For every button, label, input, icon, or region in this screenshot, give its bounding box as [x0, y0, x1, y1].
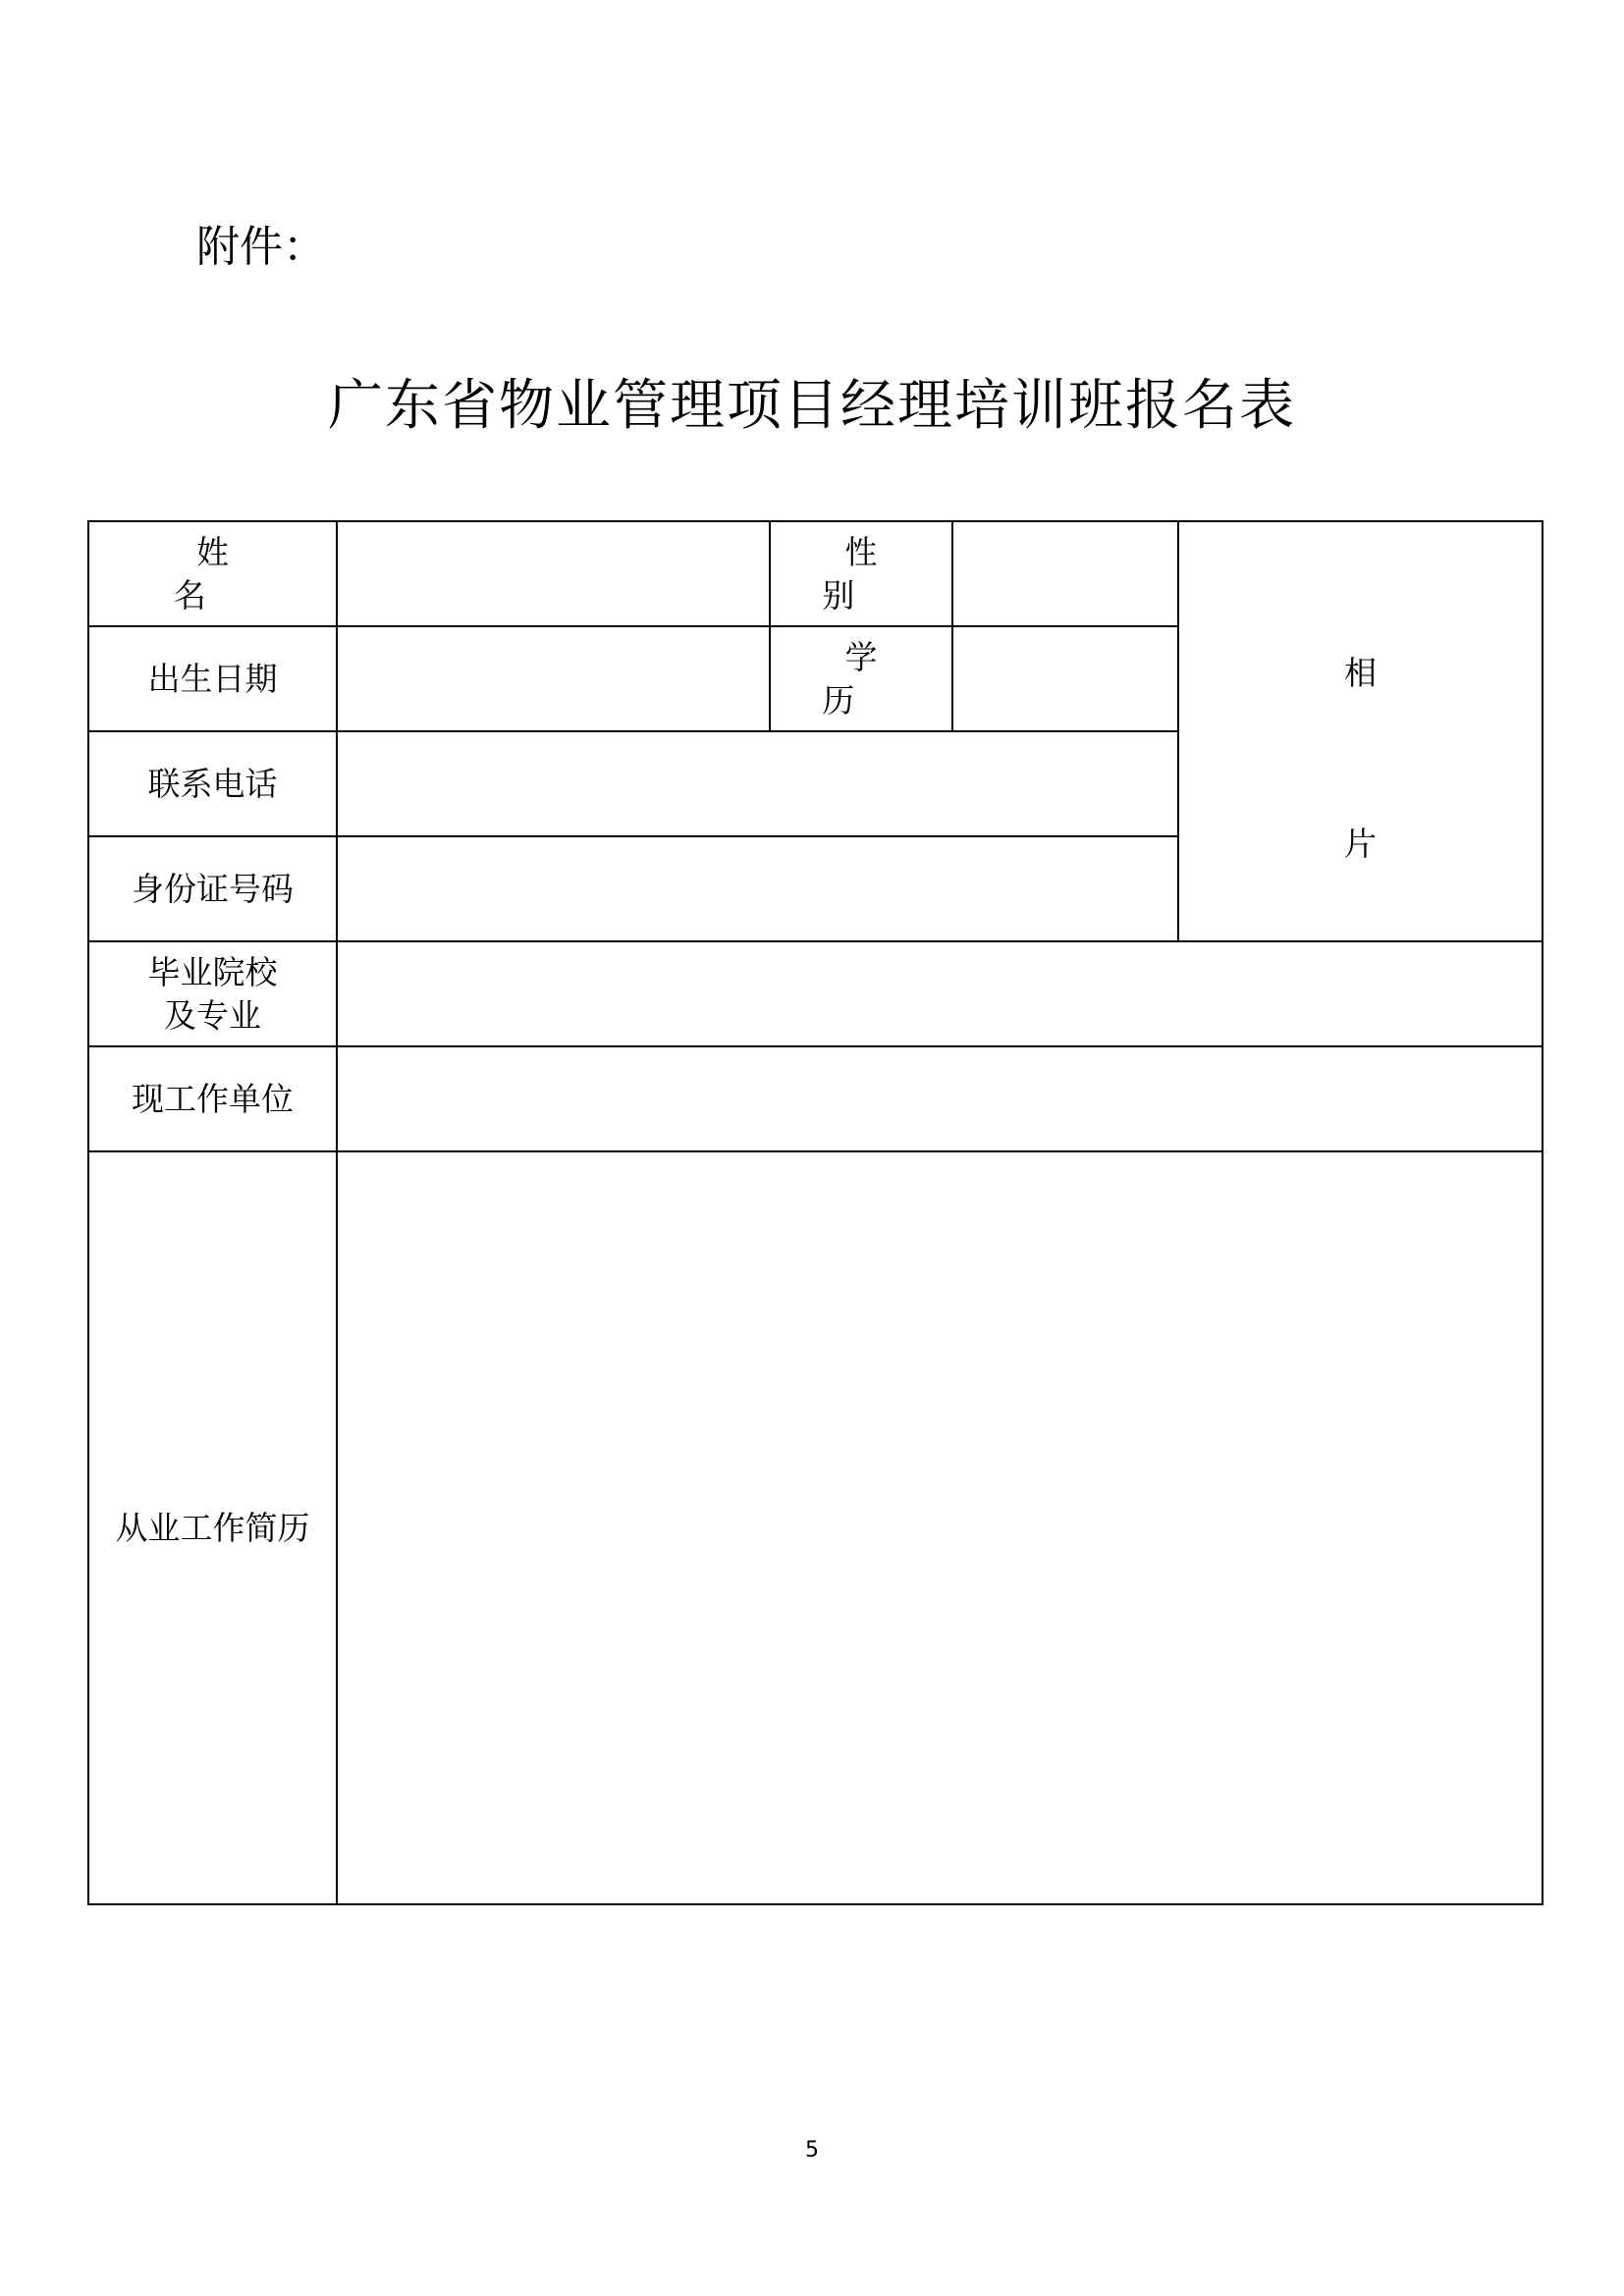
education-field[interactable]	[952, 626, 1178, 731]
form-row-employer	[88, 1046, 1543, 1151]
school-label-line2: 及专业	[164, 995, 261, 1035]
name-field[interactable]	[337, 521, 770, 626]
phone-field[interactable]	[337, 731, 1178, 836]
school-label-line1: 毕业院校	[147, 952, 278, 991]
birth-date-label: 出生日期	[88, 626, 337, 731]
id-number-field[interactable]	[337, 836, 1178, 941]
form-row-school	[88, 941, 1543, 1046]
form-row-work-history	[88, 1151, 1543, 1904]
photo-label-top: 相	[1344, 654, 1377, 692]
work-history-label: 从业工作简历	[88, 1151, 337, 1904]
photo-label-bottom: 片	[1344, 825, 1377, 863]
form-row-name-gender	[88, 521, 1543, 626]
employer-field[interactable]	[337, 1046, 1543, 1151]
attachment-label: 附件：	[196, 222, 326, 272]
school-label	[88, 941, 337, 1046]
school-field[interactable]	[337, 941, 1543, 1046]
work-history-field[interactable]	[337, 1151, 1543, 1904]
birth-date-field[interactable]	[337, 626, 770, 731]
id-number-label: 身份证号码	[88, 836, 337, 941]
name-label: 姓 名	[88, 521, 337, 626]
phone-label: 联系电话	[88, 731, 337, 836]
gender-field[interactable]	[952, 521, 1178, 626]
registration-form-table	[87, 520, 1543, 1905]
page-number: 5	[805, 2138, 819, 2163]
employer-label: 现工作单位	[88, 1046, 337, 1151]
form-title: 广东省物业管理项目经理培训班报名表	[328, 374, 1296, 438]
education-label: 学 历	[770, 626, 952, 731]
gender-label: 性 别	[770, 521, 952, 626]
photo-cell[interactable]	[1178, 521, 1543, 941]
